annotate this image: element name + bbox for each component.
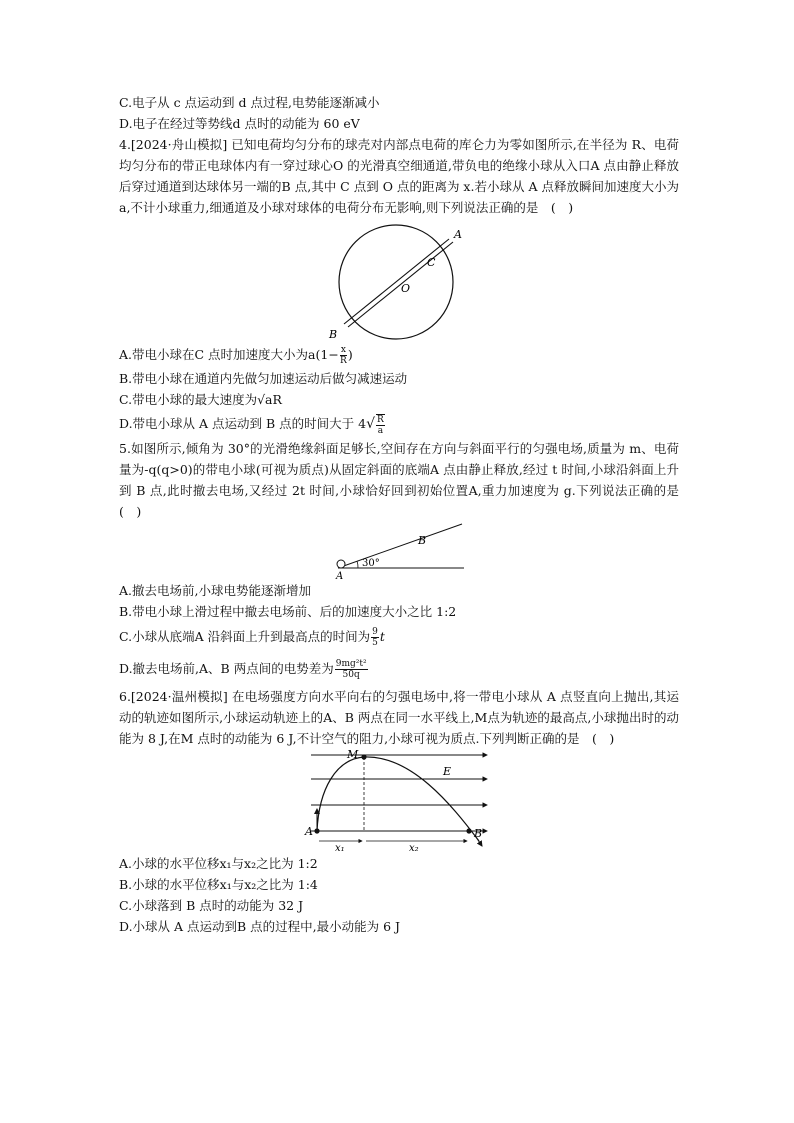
q6-option-b: B.小球的水平位移x₁与x₂之比为 1:4: [119, 877, 318, 892]
q6-label-m: M: [347, 749, 359, 761]
q4-option-c: C.带电小球的最大速度为√aR: [119, 392, 282, 407]
q5-label-a: A: [336, 571, 344, 580]
q6-label-x1: x₁: [335, 843, 345, 853]
q3-option-d: D.电子在经过等势线d 点时的动能为 60 eV: [119, 116, 360, 131]
q5-label-angle: 30°: [362, 558, 380, 569]
q4-label-b: B: [329, 328, 338, 341]
q4-label-c: C: [427, 256, 436, 269]
q5-option-b: B.带电小球上滑过程中撤去电场前、后的加速度大小之比 1:2: [119, 604, 457, 619]
q6-stem: 6.[2024·温州模拟] 在电场强度方向水平向右的匀强电场中,将一带电小球从 A 点竖直向上抛出,其运动的轨迹如图所示,小球运动轨迹上的A、B 两点在同一水平线上,M点为轨迹的最高点,小球抛出时的动能为 8 J,在M 点时的动能为 6 J,不计空气的阻力,小球可视为质点.下列判断正确的是 ( ): [119, 689, 679, 746]
q6-trajectory-figure: [301, 749, 501, 853]
q5-stem: 5.如图所示,倾角为 30°的光滑绝缘斜面足够长,空间存在方向与斜面平行的匀强电场,质量为 m、电荷量为-q(q>0)的带电小球(可视为质点)从固定斜面的底端A 点由静止释放,经过 t 时间,小球沿斜面上升到 B 点,此时撤去电场,又经过 2t 时间,小球恰好回到初始位置A,重力加速度为 g.下列说法正确的是( ): [119, 441, 679, 519]
q6-option-a: A.小球的水平位移x₁与x₂之比为 1:2: [119, 856, 318, 871]
q5-label-b: B: [418, 534, 427, 547]
q3-option-c: C.电子从 c 点运动到 d 点过程,电势能逐渐减小: [119, 95, 380, 110]
q6-label-e: E: [443, 765, 452, 778]
q4-label-a: A: [454, 228, 462, 241]
q4-label-o: O: [401, 282, 411, 295]
q4-option-a-fraction: $\frac{x}{R}$: [339, 345, 347, 366]
q5-option-c: C.小球从底端A 沿斜面上升到最高点的时间为 $\frac{9}{5}$ t: [119, 627, 385, 648]
q5-option-d-fraction: $\frac{\text{9mg²t²}}{50q}$: [335, 659, 367, 680]
q6-label-a: A: [305, 825, 313, 838]
q6-label-b: B: [474, 827, 483, 840]
q5-option-c-fraction: $\frac{9}{5}$: [372, 627, 378, 648]
q4-option-b: B.带电小球在通道内先做匀加速运动后做匀减速运动: [119, 371, 408, 386]
q4-option-a: A.带电小球在C 点时加速度大小为a(1− $\frac{x}{R}$ ): [119, 345, 353, 366]
q6-option-c: C.小球落到 B 点时的动能为 32 J: [119, 898, 304, 913]
q5-option-d: D.撤去电场前,A、B 两点间的电势差为 $\frac{\text{9mg²t²}}{50q}$: [119, 659, 367, 680]
q4-option-d: D.带电小球从 A 点运动到 B 点的时间大于 4√ $\frac{R}{a}$: [119, 414, 384, 436]
q5-incline-figure: [334, 522, 464, 580]
document-body: [119, 92, 679, 937]
q4-option-d-fraction: $\frac{R}{a}$: [377, 414, 384, 436]
q6-option-d: D.小球从 A 点运动到B 点的过程中,最小动能为 6 J: [119, 919, 401, 934]
q6-label-x2: x₂: [409, 843, 419, 853]
q4-stem: 4.[2024·舟山模拟] 已知电荷均匀分布的球壳对内部点电荷的库仑力为零如图所示,在半径为 R、电荷均匀分布的带正电球体内有一穿过球心O 的光滑真空细通道,带负电的绝缘小球从入口A 点由静止释放后穿过通道到达球体另一端的B 点,其中 C 点到 O 点的距离为 x.若小球从 A 点释放瞬间加速度大小为a,不计小球重力,细通道及小球对球体的电荷分布无影响,则下列说法正确的是 ( ): [119, 137, 679, 215]
q4-sphere-figure: [324, 218, 474, 342]
q5-option-a: A.撤去电场前,小球电势能逐渐增加: [119, 583, 311, 598]
